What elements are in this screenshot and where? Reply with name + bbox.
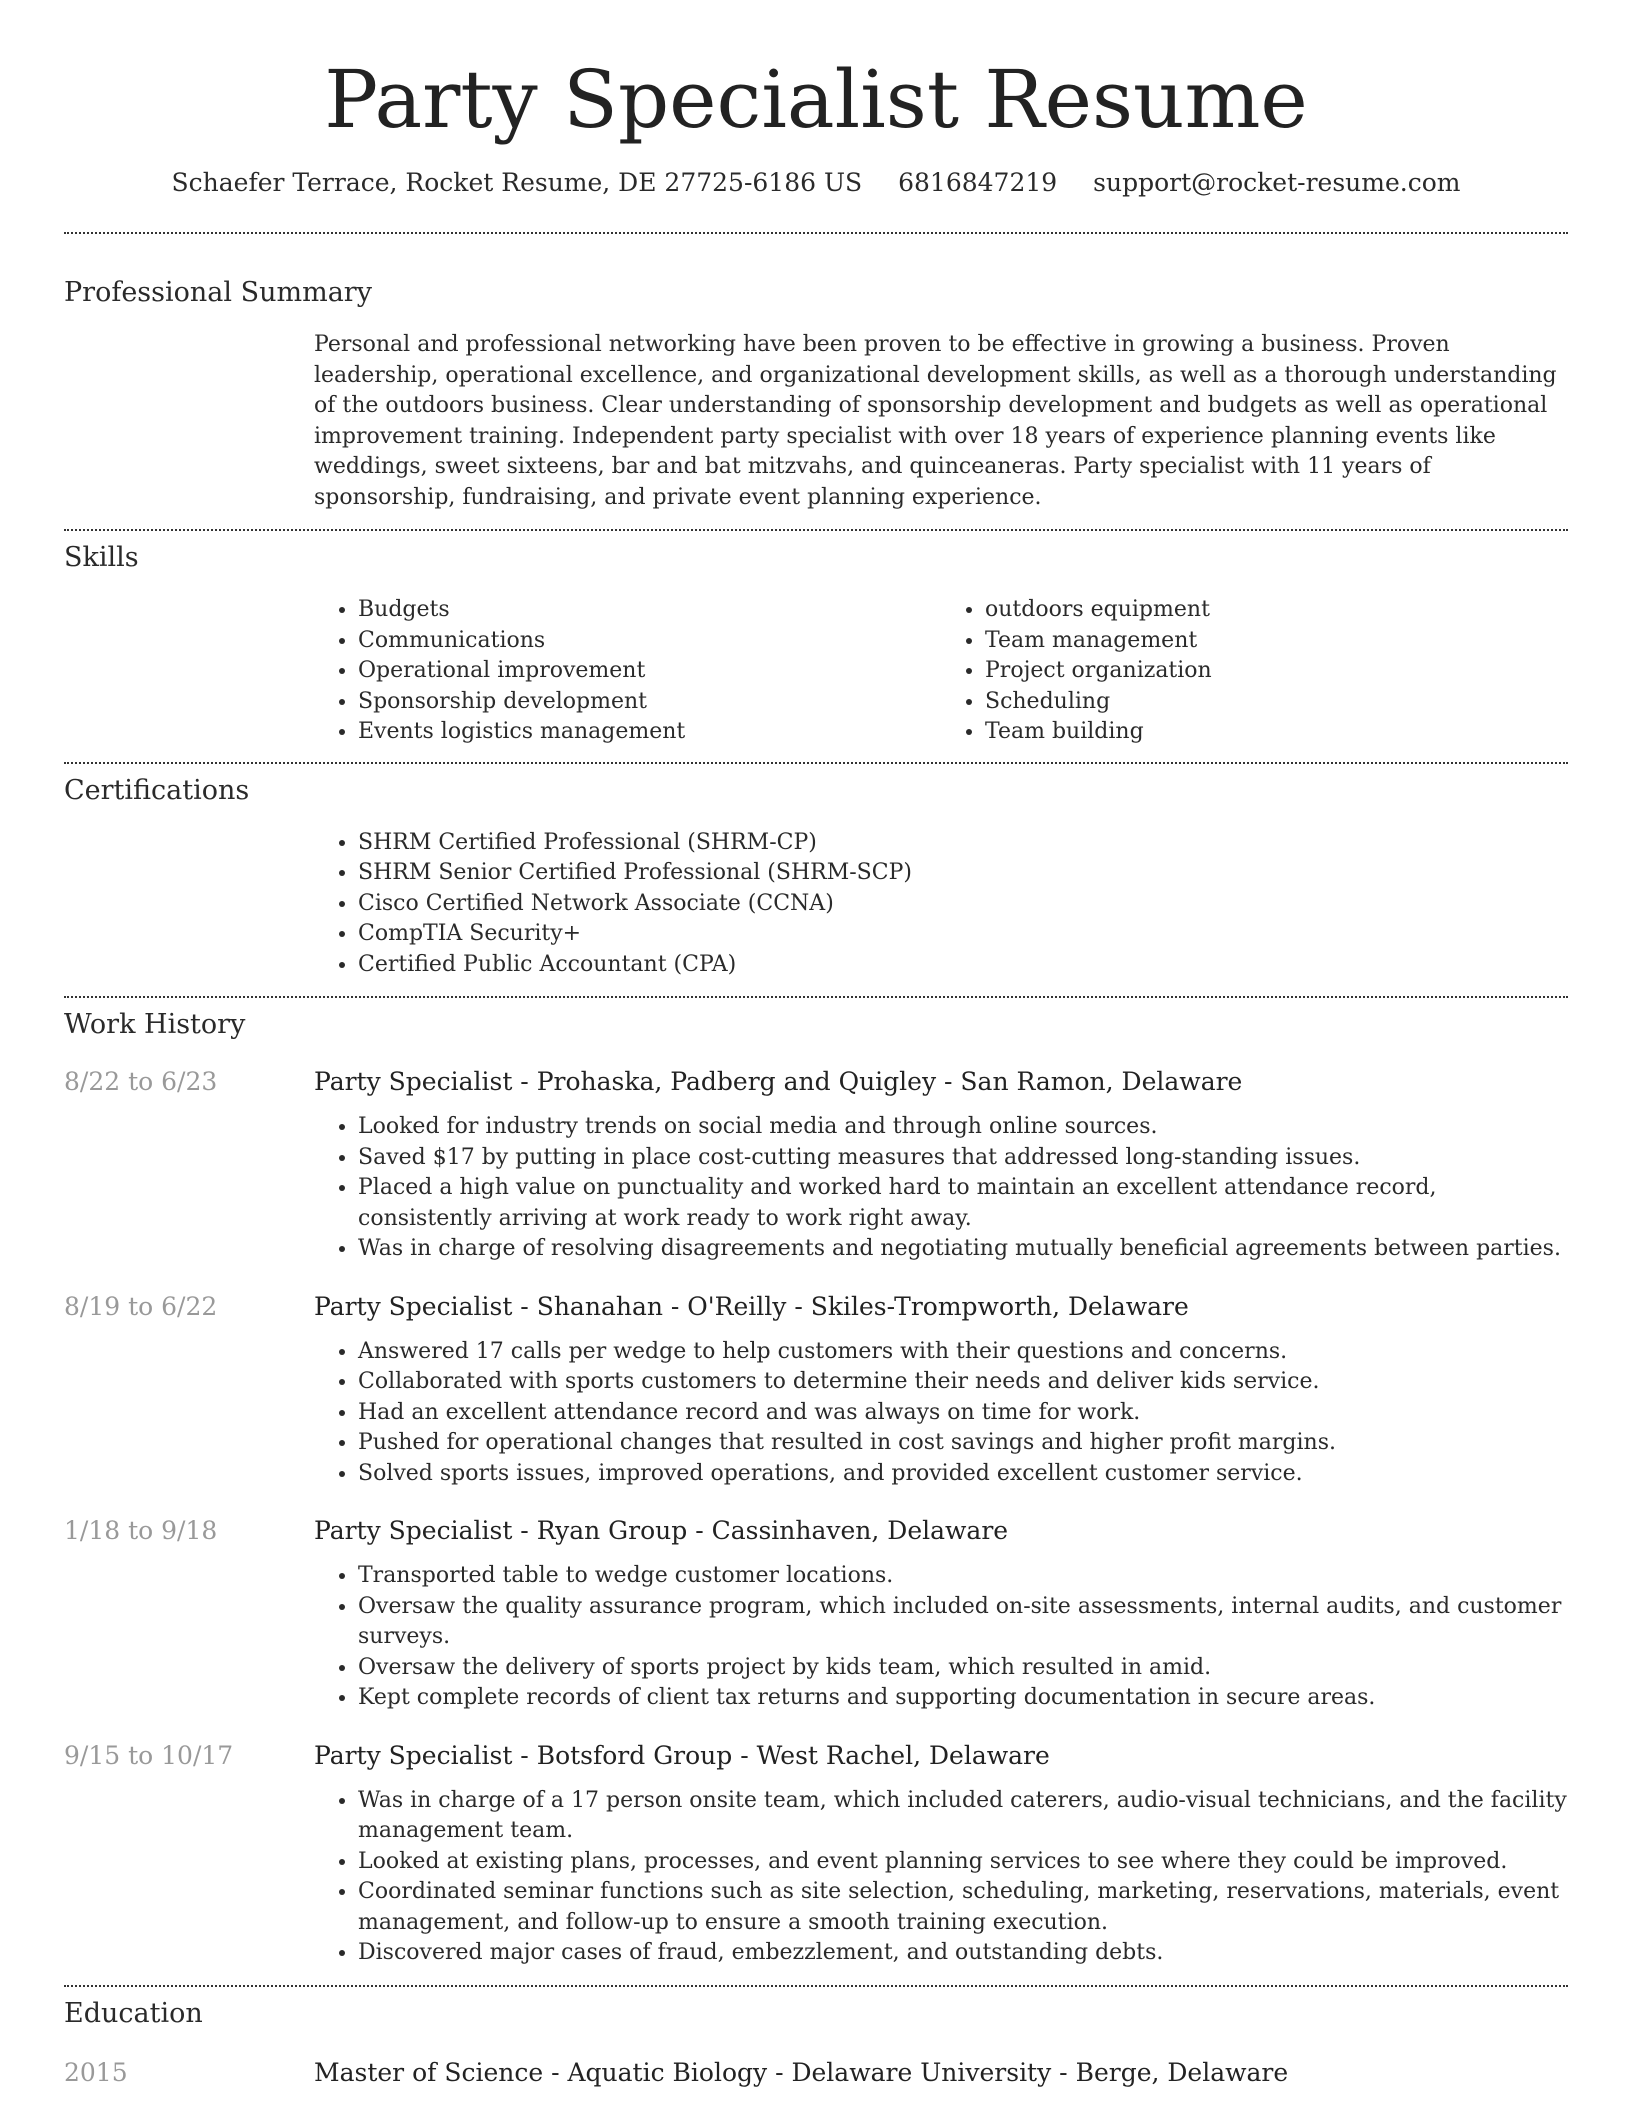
job-bullets xyxy=(314,1337,1568,1490)
certifications-section xyxy=(64,764,1568,997)
job-bullet: • Oversaw the delivery of sports project by kids team, which resulted in amid. xyxy=(358,1653,1568,1684)
job-title: Party Specialist - Prohaska, Padberg and Quigley - San Ramon, Delaware xyxy=(314,1067,1243,1096)
job-bullet: • Kept complete records of client tax returns and supporting documentation in secure areas. xyxy=(358,1683,1568,1714)
education-degree: Master of Science - Aquatic Biology - Delaware University - Berge, Delaware xyxy=(314,2057,1289,2087)
summary-heading: Professional Summary xyxy=(64,277,372,308)
job-bullet: • Transported table to wedge customer locations. xyxy=(358,1561,1568,1592)
certification-item: • SHRM Senior Certified Professional (SHRM-SCP) xyxy=(358,858,1568,889)
job-bullet: • Looked at existing plans, processes, and event planning services to see where they could be improved. xyxy=(358,1847,1568,1878)
skill-item: • Sponsorship development xyxy=(358,687,941,718)
skills-column-left xyxy=(314,595,941,748)
job-bullets xyxy=(314,1112,1568,1265)
skill-item: • Project organization xyxy=(985,656,1568,687)
work-history-heading: Work History xyxy=(64,1009,246,1040)
education-heading: Education xyxy=(64,1997,203,2029)
job-dates: 8/22 to 6/23 xyxy=(64,1067,218,1096)
job-bullet: • Oversaw the quality assurance program, which included on-site assessments, internal audits, and customer surveys. xyxy=(358,1592,1568,1653)
job-title: Party Specialist - Ryan Group - Cassinhaven, Delaware xyxy=(314,1516,1009,1545)
job-bullets xyxy=(314,1561,1568,1714)
work-history-section xyxy=(64,998,1568,1985)
skill-item: • Scheduling xyxy=(985,687,1568,718)
job-entry xyxy=(64,1291,1568,1490)
contact-phone: 6816847219 xyxy=(898,168,1058,197)
job-bullet: • Had an excellent attendance record and was always on time for work. xyxy=(358,1398,1568,1429)
summary-text: Personal and professional networking have been proven to be effective in growing a business. Proven leadership, operational excellence, and organizational development skills, as well as a thorough understanding of the outdoors business. Clear understanding of sponsorship development and budgets as well as operational improvement training. Independent party specialist with over 18 years of experience planning events like weddings, sweet sixteens, bar and bat mitzvahs, and quinceaneras. Party specialist with 11 years of sponsorship, fundraising, and private event planning experience. xyxy=(314,332,1557,510)
job-bullet: • Placed a high value on punctuality and worked hard to maintain an excellent attendance record, consistently arriving at work ready to work right away. xyxy=(358,1173,1568,1234)
skill-item: • Team building xyxy=(985,717,1568,748)
job-bullet: • Was in charge of resolving disagreements and negotiating mutually beneficial agreements between parties. xyxy=(358,1234,1568,1265)
job-bullet: • Saved $17 by putting in place cost-cutting measures that addressed long-standing issues. xyxy=(358,1143,1568,1174)
contact-email: support@rocket-resume.com xyxy=(1093,168,1461,197)
certifications-list xyxy=(314,828,1568,997)
job-entry xyxy=(64,1515,1568,1714)
certification-item: • Cisco Certified Network Associate (CCNA) xyxy=(358,889,1568,920)
skill-item: • outdoors equipment xyxy=(985,595,1568,626)
skills-column-right xyxy=(941,595,1568,748)
skill-item: • Events logistics management xyxy=(358,717,941,748)
skill-item: • Team management xyxy=(985,626,1568,657)
job-dates: 8/19 to 6/22 xyxy=(64,1291,218,1321)
job-entry xyxy=(64,1740,1568,1969)
skills-list xyxy=(314,595,1568,762)
job-entry xyxy=(64,1066,1568,1265)
page-title: Party Specialist Resume xyxy=(324,53,1308,146)
certification-item: • Certified Public Accountant (CPA) xyxy=(358,950,1568,981)
job-title: Party Specialist - Shanahan - O'Reilly - Skiles-Trompworth, Delaware xyxy=(314,1291,1189,1321)
summary-section xyxy=(64,234,1568,529)
job-bullet: • Answered 17 calls per wedge to help customers with their questions and concerns. xyxy=(358,1337,1568,1368)
job-bullet: • Discovered major cases of fraud, embezzlement, and outstanding debts. xyxy=(358,1938,1568,1969)
job-dates: 1/18 to 9/18 xyxy=(64,1516,218,1545)
education-section xyxy=(64,1987,1568,2089)
education-entry xyxy=(64,2057,1568,2089)
job-bullet: • Looked for industry trends on social media and through online sources. xyxy=(358,1112,1568,1143)
job-bullet: • Coordinated seminar functions such as site selection, scheduling, marketing, reservations, materials, event management, and follow-up to ensure a smooth training execution. xyxy=(358,1877,1568,1938)
skills-heading: Skills xyxy=(64,542,139,573)
contact-address: Schaefer Terrace, Rocket Resume, DE 27725-6186 US xyxy=(171,168,863,197)
certifications-heading: Certifications xyxy=(64,774,250,806)
contact-line xyxy=(64,168,1568,198)
job-bullets xyxy=(314,1786,1568,1969)
skills-section xyxy=(64,531,1568,762)
job-dates: 9/15 to 10/17 xyxy=(64,1740,234,1770)
certification-item: • SHRM Certified Professional (SHRM-CP) xyxy=(358,828,1568,859)
job-bullet: • Was in charge of a 17 person onsite team, which included caterers, audio-visual technicians, and the facility management team. xyxy=(358,1786,1568,1847)
skill-item: • Budgets xyxy=(358,595,941,626)
job-bullet: • Solved sports issues, improved operations, and provided excellent customer service. xyxy=(358,1459,1568,1490)
job-title: Party Specialist - Botsford Group - West Rachel, Delaware xyxy=(314,1740,1050,1770)
job-bullet: • Pushed for operational changes that resulted in cost savings and higher profit margins. xyxy=(358,1428,1568,1459)
education-year: 2015 xyxy=(64,2057,128,2087)
resume-page xyxy=(64,0,1568,2089)
job-bullet: • Collaborated with sports customers to determine their needs and deliver kids service. xyxy=(358,1367,1568,1398)
skill-item: • Operational improvement xyxy=(358,656,941,687)
certification-item: • CompTIA Security+ xyxy=(358,919,1568,950)
skill-item: • Communications xyxy=(358,626,941,657)
